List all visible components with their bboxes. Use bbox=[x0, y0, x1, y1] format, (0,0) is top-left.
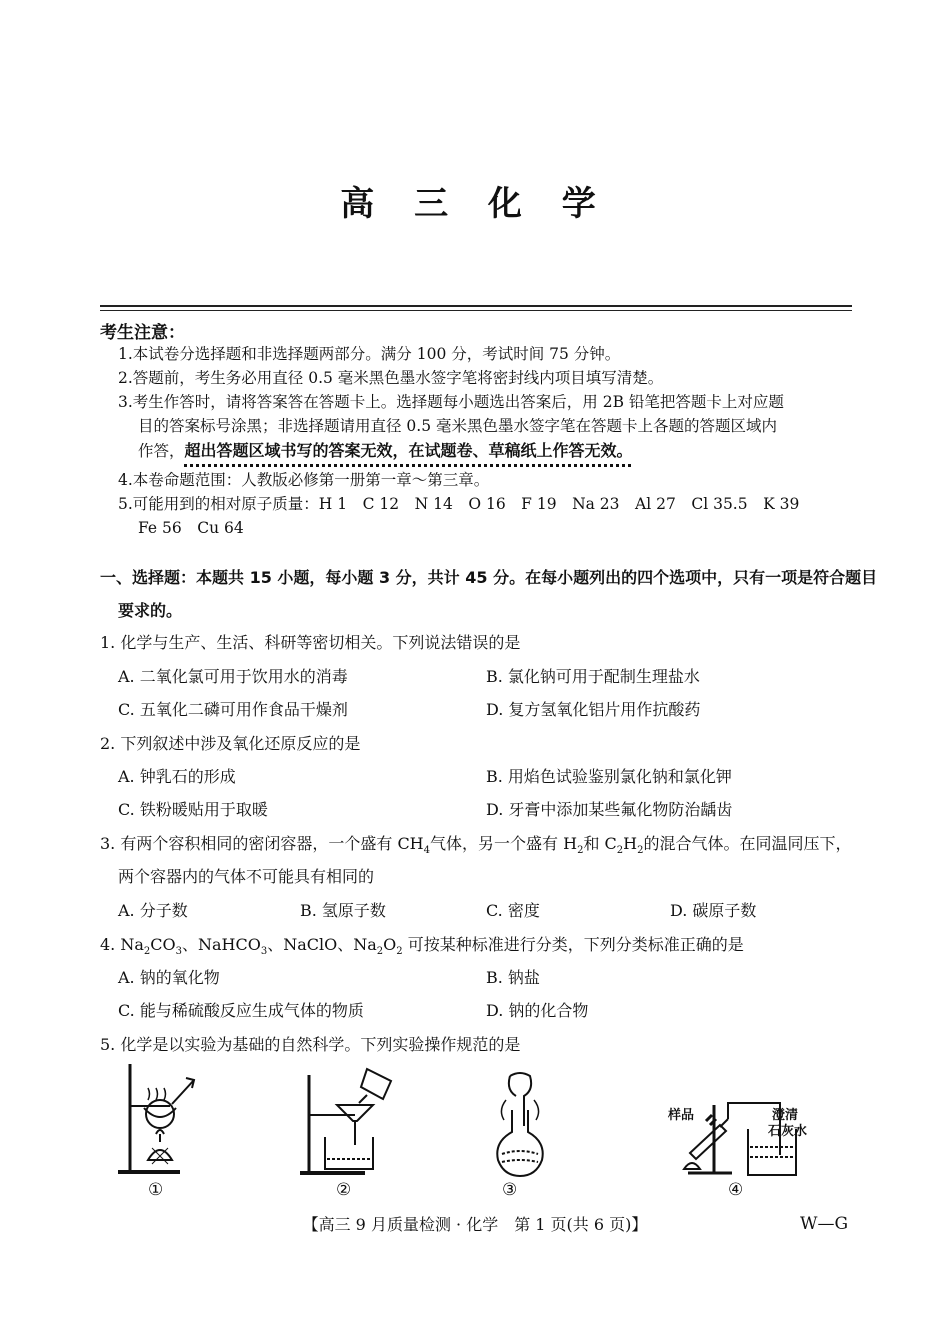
figure-label-3: ③ bbox=[502, 1180, 518, 1200]
apparatus-filtration-figure bbox=[295, 1065, 405, 1180]
option-d: D. 钠的化合物 bbox=[486, 1001, 589, 1020]
apparatus-flask-figure bbox=[490, 1070, 550, 1180]
section-heading: 一、选择题：本题共 15 小题，每小题 3 分，共计 45 分。在每小题列出的四个选项中，只有一项是符合题目 bbox=[100, 568, 878, 587]
notice-item: 4.本卷命题范围：人教版必修第一册第一章～第三章。 bbox=[118, 471, 490, 489]
figure-label-2: ② bbox=[336, 1180, 352, 1200]
option-c: C. 五氧化二磷可用作食品干燥剂 bbox=[118, 700, 348, 719]
option-c: C. 能与稀硫酸反应生成气体的物质 bbox=[118, 1001, 364, 1020]
question-3-stem-cont: 两个容器内的气体不可能具有相同的 bbox=[118, 867, 375, 886]
page-footer: 【高三 9 月质量检测 · 化学 第 1 页(共 6 页)】 bbox=[302, 1215, 648, 1234]
question-2-stem: 2. 下列叙述中涉及氧化还原反应的是 bbox=[100, 734, 361, 753]
notice-item: 3.考生作答时，请将答案答在答题卡上。选择题每小题选出答案后，用 2B 铅笔把答题卡上对应题 bbox=[118, 393, 784, 411]
option-b: B. 氯化钠可用于配制生理盐水 bbox=[486, 667, 700, 686]
paper-code: W—G bbox=[800, 1214, 849, 1234]
question-1-stem: 1. 化学与生产、生活、科研等密切相关。下列说法错误的是 bbox=[100, 633, 521, 652]
notice-heading: 考生注意： bbox=[100, 323, 185, 343]
option-c: C. 密度 bbox=[486, 901, 540, 920]
notice-item: 1.本试卷分选择题和非选择题两部分。满分 100 分，考试时间 75 分钟。 bbox=[118, 345, 621, 363]
divider bbox=[100, 310, 852, 311]
option-d: D. 碳原子数 bbox=[670, 901, 757, 920]
question-3-stem: 3. 有两个容积相同的密闭容器，一个盛有 $CH_4$气体，另一个盛有 $H_2$和 $C_2H_2$的混合气体。在同温同压下， bbox=[100, 834, 852, 857]
sample-label: 样品 bbox=[668, 1108, 695, 1123]
option-d: D. 复方氢氧化铝片用作抗酸药 bbox=[486, 700, 701, 719]
divider bbox=[100, 305, 852, 307]
option-a: A. 分子数 bbox=[118, 901, 188, 920]
question-5-stem: 5. 化学是以实验为基础的自然科学。下列实验操作规范的是 bbox=[100, 1035, 521, 1054]
option-a: A. 钠的氧化物 bbox=[118, 968, 220, 987]
option-b: B. 氢原子数 bbox=[300, 901, 386, 920]
apparatus-evaporation-figure bbox=[110, 1060, 210, 1180]
notice-item: 5.可能用到的相对原子质量：H 1 C 12 N 14 O 16 F 19 Na 23 Al 27 Cl 35.5 K 39 bbox=[118, 495, 800, 513]
option-a: A. 二氧化氯可用于饮用水的消毒 bbox=[118, 667, 348, 686]
option-b: B. 钠盐 bbox=[486, 968, 540, 987]
question-4-stem: 4. $Na_2CO_3$、NaHCO$_3$、NaClO、$Na_2O_2$ 可按某种标准进行分类，下列分类标准正确的是 bbox=[100, 935, 744, 958]
option-a: A. 钟乳石的形成 bbox=[118, 767, 236, 786]
notice-item: 作答，超出答题区域书写的答案无效，在试题卷、草稿纸上作答无效。 bbox=[138, 441, 633, 460]
notice-emphasis: 超出答题区域书写的答案无效，在试题卷、草稿纸上作答无效。 bbox=[184, 441, 633, 460]
option-d: D. 牙膏中添加某些氟化物防治龋齿 bbox=[486, 800, 733, 819]
notice-item: Fe 56 Cu 64 bbox=[138, 519, 244, 537]
limewater-label: 石灰水 bbox=[768, 1124, 808, 1139]
option-b: B. 用焰色试验鉴别氯化钠和氯化钾 bbox=[486, 767, 732, 786]
limewater-label: 澄清 bbox=[772, 1108, 799, 1123]
figure-label-4: ④ bbox=[728, 1180, 744, 1200]
section-heading: 要求的。 bbox=[118, 601, 183, 620]
figure-label-1: ① bbox=[148, 1180, 164, 1200]
option-c: C. 铁粉暖贴用于取暖 bbox=[118, 800, 268, 819]
page-title: 高 三 化 学 bbox=[340, 184, 610, 224]
notice-item: 2.答题前，考生务必用直径 0.5 毫米黑色墨水签字笔将密封线内项目填写清楚。 bbox=[118, 369, 664, 387]
notice-item: 目的答案标号涂黑；非选择题请用直径 0.5 毫米黑色墨水签字笔在答题卡上各题的答题区域内 bbox=[138, 417, 778, 435]
apparatus-decomposition-figure bbox=[670, 1085, 815, 1180]
